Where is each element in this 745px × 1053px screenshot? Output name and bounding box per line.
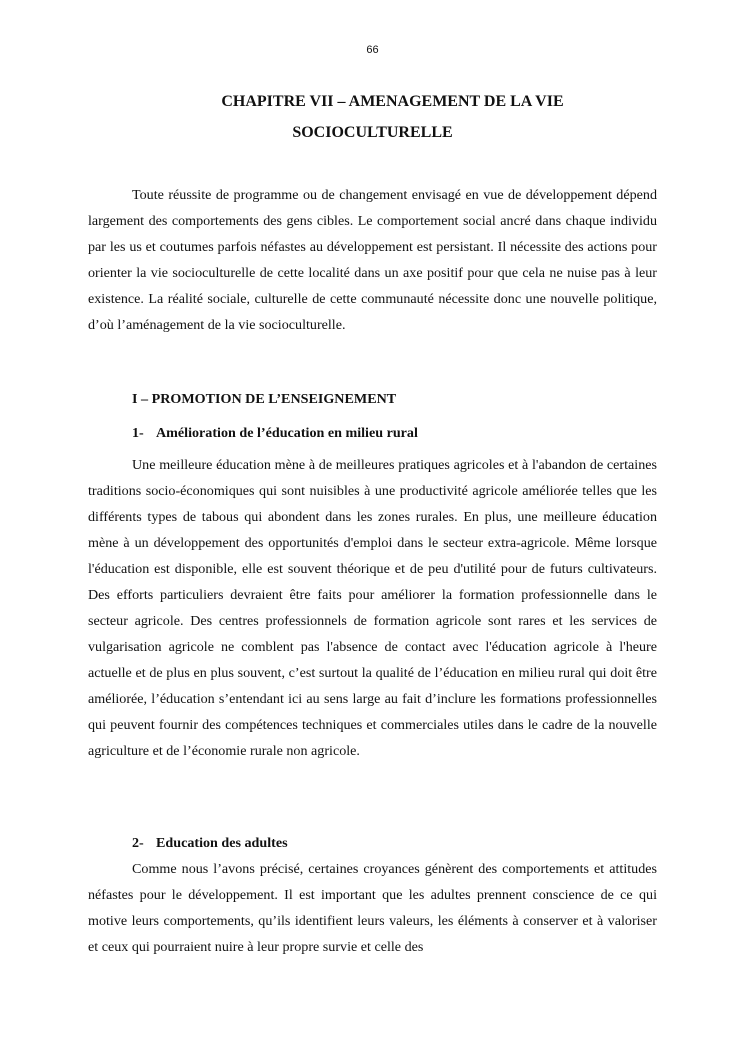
- chapter-title: [88, 86, 657, 148]
- subsection-2-heading: [132, 833, 288, 853]
- subsection-1-paragraph: Une meilleure éducation mène à de meilleures pratiques agricoles et à l'abandon de certaines traditions socio-économiques qui sont nuisibles à une productivité agricole améliorée telles que les différents types de tabous qui abondent dans les zones rurales. En plus, une meilleure éducation mène à un développement des opportunités d'emploi dans le secteur extra-agricole. Même lorsque l'éducation est disponible, elle est souvent théorique et de peu d'utilité pour de futurs cultivateurs. Des efforts particuliers devraient être faits pour améliorer la formation professionnelle dans le secteur agricole. Des centres professionnels de formation agricole sont rares et les services de vulgarisation agricole ne comblent pas l'absence de contact avec l'éducation agricole à l'heure actuelle et de plus en plus souvent, c’est surtout la qualité de l’éducation en milieu rural qui doit être améliorée, l’éducation s’entendant ici au sens large au fait d’inclure les formations professionnelles qui peuvent fournir des compétences techniques et commerciales utiles dans le cadre de la nouvelle agriculture et de l’économie rurale non agricole.: [88, 457, 657, 759]
- intro-paragraph: Toute réussite de programme ou de changement envisagé en vue de développement dépend largement des comportements des gens cibles. Le comportement social ancré dans chaque individu par les us et coutumes parfois néfastes au développement est persistant. Il nécessite des actions pour orienter la vie socioculturelle de cette localité dans un axe positif pour que cela ne nuise pas à leur existence. La réalité sociale, culturelle de cette communauté nécessite donc une nouvelle politique, d’où l’aménagement de la vie socioculturelle.: [88, 187, 657, 333]
- section-heading: I – PROMOTION DE L’ENSEIGNEMENT: [132, 391, 397, 407]
- subsection-2-number: 2-: [132, 835, 144, 851]
- page-number: 66: [366, 44, 379, 56]
- subsection-1-number: 1-: [132, 425, 144, 441]
- chapter-title-line2: SOCIOCULTURELLE: [292, 124, 453, 141]
- subsection-1-title: Amélioration de l’éducation en milieu rural: [156, 425, 418, 441]
- chapter-title-line1: CHAPITRE VII – AMENAGEMENT DE LA VIE: [221, 93, 564, 110]
- subsection-2-paragraph: Comme nous l’avons précisé, certaines croyances génèrent des comportements et attitudes néfastes pour le développement. Il est important que les adultes prennent conscience de ce qui motive leurs comportements, qu’ils identifient leurs valeurs, les éléments à conserver et à valoriser et ceux qui pourraient nuire à leur propre survie et celle des: [88, 861, 657, 955]
- subsection-2-title: Education des adultes: [156, 835, 288, 851]
- subsection-1-heading: [132, 423, 418, 443]
